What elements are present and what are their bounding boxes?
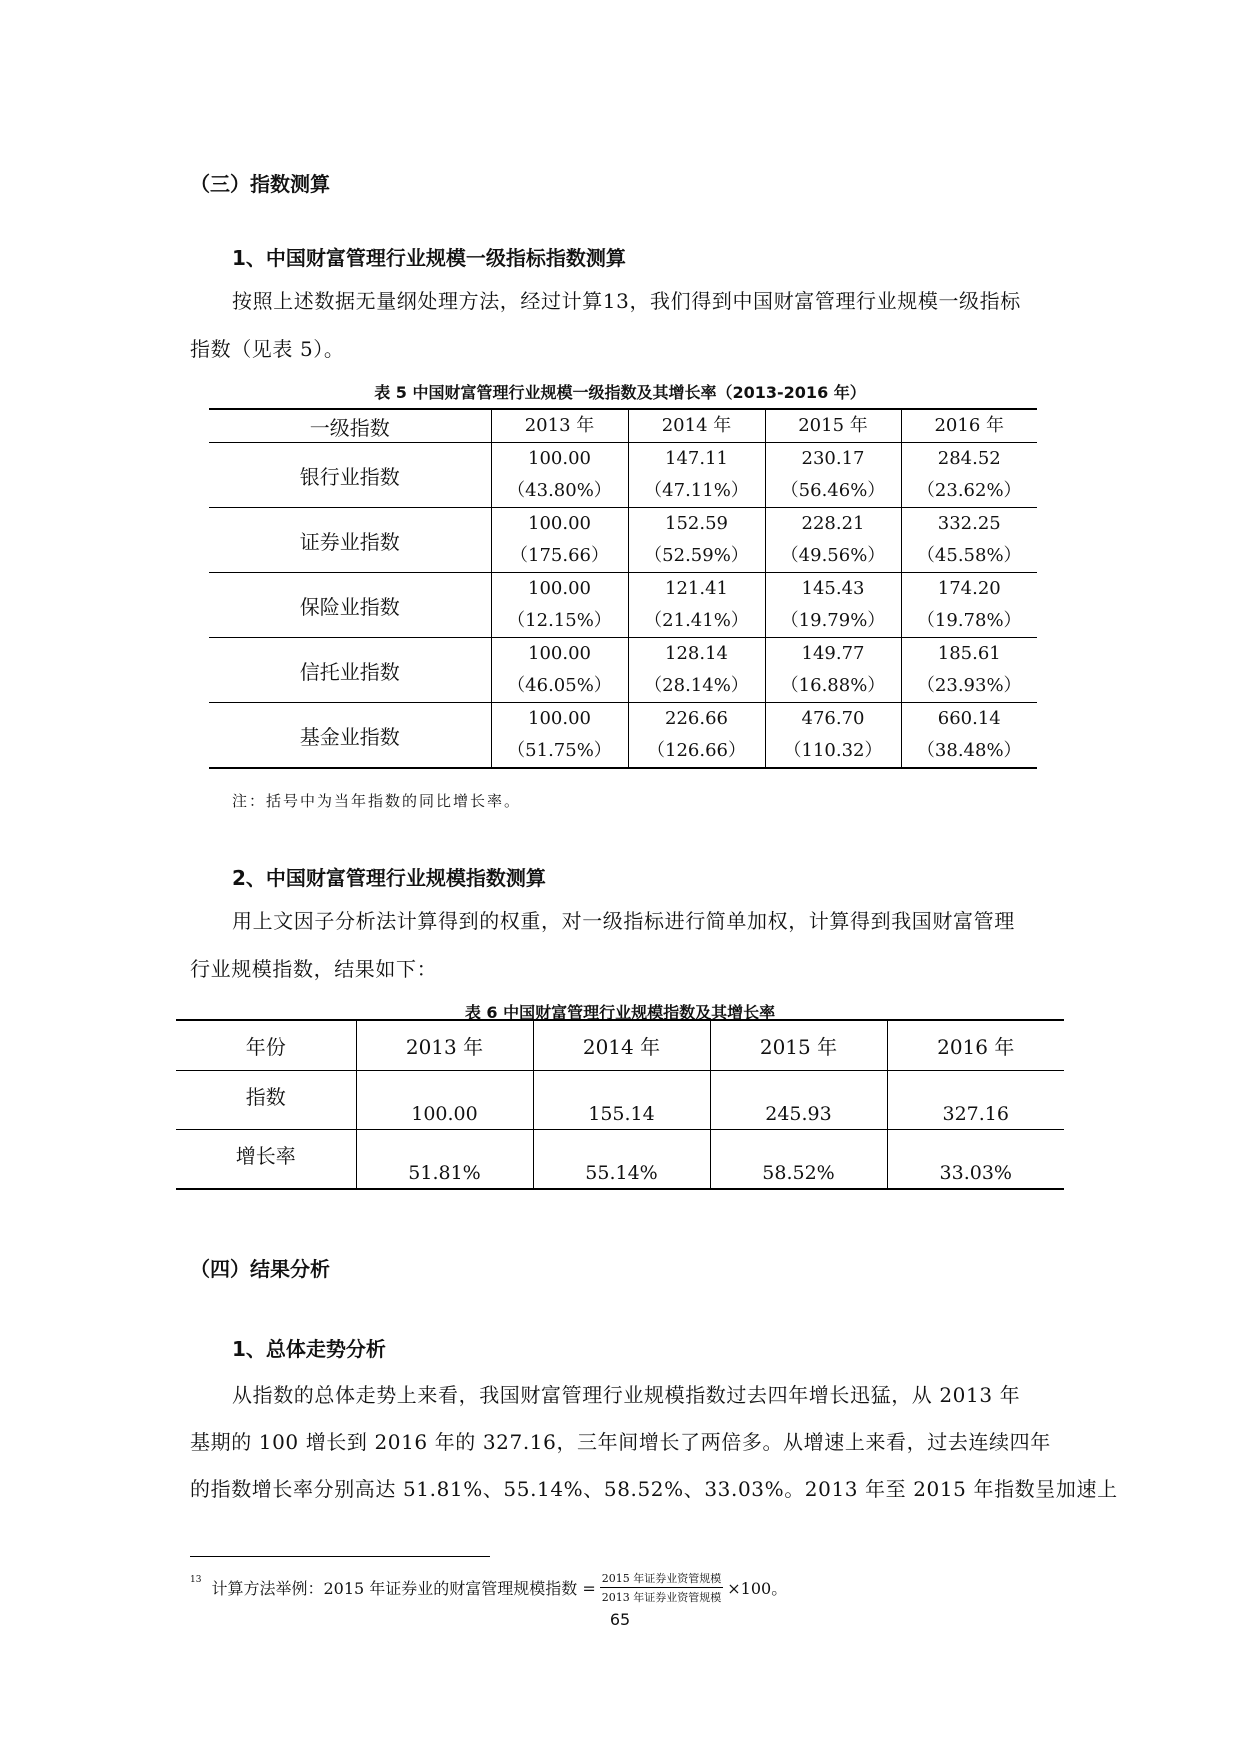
table-row [209,508,1037,573]
growth-rate: （19.79%） [780,610,886,631]
table-row [176,1130,1064,1190]
table6-header: 2015 年 [710,1020,887,1071]
growth-rate: （46.05%） [507,675,612,696]
table-cell [628,443,765,508]
table-cell: 55.14% [533,1130,710,1190]
table6-caption: 表 6 中国财富管理行业规模指数及其增长率 [464,1003,776,1022]
growth-rate: （110.32） [783,740,883,761]
table-cell [901,573,1037,638]
table-cell [628,638,765,703]
index-value: 121.41 [665,578,728,599]
index-value: 185.61 [937,643,1001,664]
table-cell [901,443,1037,508]
footnote-suffix: ×100。 [727,1579,788,1598]
index-value: 332.25 [937,513,1001,534]
index-value: 284.52 [937,448,1001,469]
table-cell [491,508,628,573]
table-cell [765,443,901,508]
table6-header-row [176,1020,1064,1071]
footnote-divider [190,1556,490,1557]
table5-header-row [209,409,1037,443]
growth-rate: （28.14%） [644,675,749,696]
table-cell: 100.00 [356,1071,533,1130]
table-cell: 58.52% [710,1130,887,1190]
paragraph-line: 从指数的总体走势上来看，我国财富管理行业规模指数过去四年增长迅猛，从 2013 年 [232,1383,1021,1407]
subsection-1-title: 1、中国财富管理行业规模一级指标指数测算 [232,246,626,270]
row-label: 增长率 [176,1130,356,1190]
growth-rate: （38.48%） [916,740,1022,761]
index-value: 149.77 [801,643,865,664]
table5-note: 注：括号中为当年指数的同比增长率。 [232,792,522,810]
footnote-marker: 13 [190,1574,202,1585]
paragraph-line: 用上文因子分析法计算得到的权重，对一级指标进行简单加权，计算得到我国财富管理 [232,909,1015,933]
table5-header: 2016 年 [901,409,1037,443]
index-value: 152.59 [665,513,728,534]
growth-rate: （56.46%） [780,480,886,501]
growth-rate: （43.80%） [507,480,612,501]
paragraph-line: 基期的 100 增长到 2016 年的 327.16，三年间增长了两倍多。从增速上来看，过去连续四年 [190,1430,1051,1454]
fraction-numerator: 2015 年证券业资管规模 [600,1570,724,1588]
row-label: 信托业指数 [209,638,491,703]
index-value: 100.00 [528,448,591,469]
row-label: 证券业指数 [209,508,491,573]
index-value: 230.17 [801,448,865,469]
table5-header: 2015 年 [765,409,901,443]
index-value: 128.14 [665,643,728,664]
index-value: 660.14 [937,708,1001,729]
table5-header: 2014 年 [628,409,765,443]
table6 [176,1019,1064,1190]
growth-rate: （19.78%） [916,610,1022,631]
footnote-fraction [600,1570,724,1605]
growth-rate: （23.93%） [916,675,1022,696]
table6-header: 2016 年 [887,1020,1064,1071]
growth-rate: （23.62%） [916,480,1022,501]
section-4-title: （四）结果分析 [190,1257,330,1281]
table-cell [491,573,628,638]
table-cell [491,703,628,769]
table-row [209,638,1037,703]
table-cell [765,703,901,769]
table-cell: 155.14 [533,1071,710,1130]
paragraph-line: 的指数增长率分别高达 51.81%、55.14%、58.52%、33.03%。2013 年至 2015 年指数呈加速上 [190,1477,1118,1501]
paragraph-line: 按照上述数据无量纲处理方法，经过计算13，我们得到中国财富管理行业规模一级指标 [232,289,1021,313]
growth-rate: （21.41%） [644,610,749,631]
table6-header: 年份 [176,1020,356,1071]
table5-header: 一级指数 [209,409,491,443]
table-cell: 33.03% [887,1130,1064,1190]
growth-rate: （52.59%） [644,545,749,566]
table-cell [628,508,765,573]
growth-rate: （126.66） [647,740,746,761]
growth-rate: （175.66） [510,545,609,566]
table-cell [628,573,765,638]
table-cell [765,508,901,573]
growth-rate: （45.58%） [916,545,1022,566]
table6-header: 2014 年 [533,1020,710,1071]
paragraph-line: 行业规模指数，结果如下： [190,957,438,981]
growth-rate: （51.75%） [507,740,612,761]
table-cell [628,703,765,769]
index-value: 145.43 [801,578,865,599]
subsection-2-title: 2、中国财富管理行业规模指数测算 [232,866,546,890]
index-value: 100.00 [528,578,591,599]
table-row [209,443,1037,508]
row-label: 指数 [176,1071,356,1130]
footnote-text: 计算方法举例：2015 年证券业的财富管理规模指数 = [211,1579,596,1598]
subsection-1-title: 1、总体走势分析 [232,1337,386,1361]
index-value: 226.66 [665,708,728,729]
index-value: 228.21 [801,513,865,534]
growth-rate: （49.56%） [780,545,886,566]
table-cell: 51.81% [356,1130,533,1190]
table-cell [901,508,1037,573]
index-value: 147.11 [665,448,728,469]
page-number: 65 [609,1610,631,1629]
row-label: 基金业指数 [209,703,491,769]
table-cell: 327.16 [887,1071,1064,1130]
table-cell [491,638,628,703]
table5-header: 2013 年 [491,409,628,443]
table-row [209,573,1037,638]
table-row [176,1071,1064,1130]
growth-rate: （16.88%） [780,675,886,696]
paragraph-line: 指数（见表 5）。 [190,337,345,361]
index-value: 100.00 [528,708,591,729]
index-value: 100.00 [528,643,591,664]
table5-caption: 表 5 中国财富管理行业规模一级指数及其增长率（2013-2016 年） [374,383,866,402]
table5 [209,408,1037,769]
row-label: 银行业指数 [209,443,491,508]
growth-rate: （12.15%） [507,610,612,631]
index-value: 100.00 [528,513,591,534]
table6-header: 2013 年 [356,1020,533,1071]
growth-rate: （47.11%） [644,480,749,501]
table-cell [901,703,1037,769]
table-cell [765,573,901,638]
table-cell [901,638,1037,703]
row-label: 保险业指数 [209,573,491,638]
footnote [190,1570,787,1605]
table-cell [765,638,901,703]
index-value: 174.20 [937,578,1001,599]
fraction-denominator: 2013 年证券业资管规模 [601,1591,722,1604]
table-row [209,703,1037,769]
table-cell [491,443,628,508]
index-value: 476.70 [801,708,865,729]
table-cell: 245.93 [710,1071,887,1130]
section-3-title: （三）指数测算 [190,172,330,196]
